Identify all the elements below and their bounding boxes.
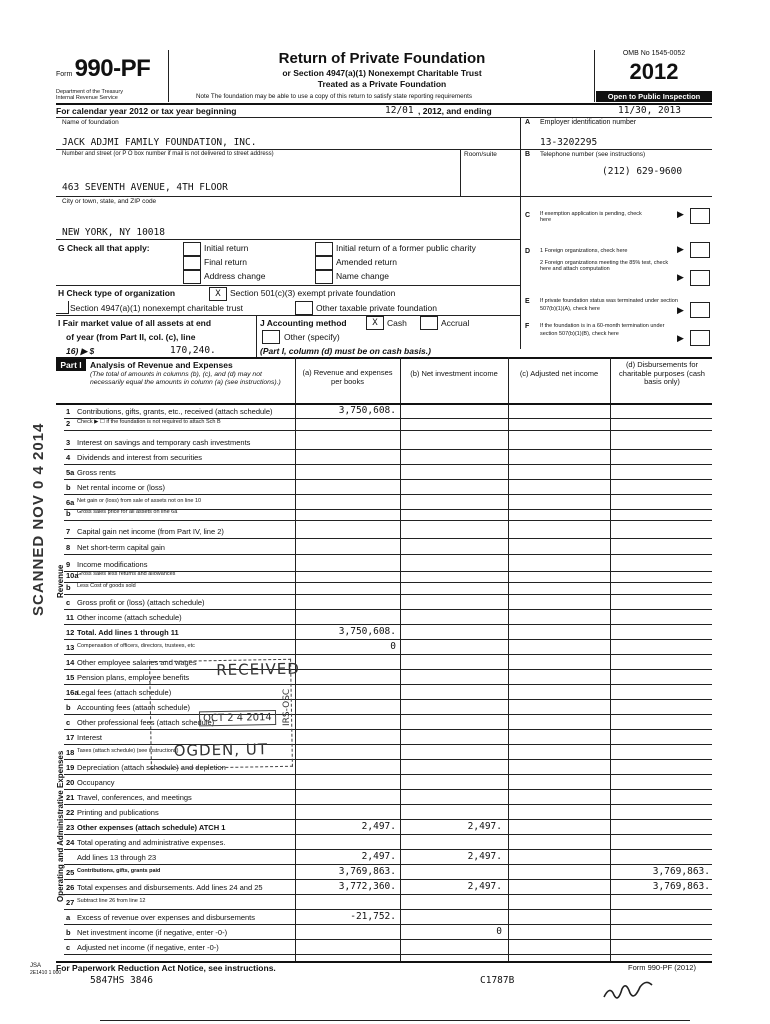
footer-code: 2E1410 1 000 bbox=[30, 970, 62, 976]
row-col-b-value[interactable]: 2,497. bbox=[467, 821, 502, 832]
g-label: G Check all that apply: bbox=[58, 243, 150, 253]
row-rule bbox=[64, 449, 712, 450]
row-label: Travel, conferences, and meetings bbox=[77, 793, 192, 802]
g-initial-return-label: Initial return bbox=[204, 243, 249, 253]
row-label: Gross sales less returns and allowances bbox=[77, 571, 176, 577]
f-letter: F bbox=[525, 323, 530, 330]
row-number: b bbox=[66, 509, 71, 518]
ein-label: Employer identification number bbox=[540, 119, 637, 126]
row-rule bbox=[64, 594, 712, 595]
row-rule bbox=[64, 639, 712, 640]
row-number: 18 bbox=[66, 748, 75, 757]
row-label: Total operating and administrative expenses. bbox=[77, 838, 226, 847]
row-rule bbox=[64, 834, 712, 835]
row-rule bbox=[64, 879, 712, 880]
row-label: Adjusted net income (if negative, enter -0-) bbox=[77, 943, 219, 952]
j-other-label: Other (specify) bbox=[284, 332, 340, 342]
col-b-header: (b) Net investment income bbox=[410, 369, 498, 378]
row-number: 21 bbox=[66, 793, 75, 802]
row-rule bbox=[64, 609, 712, 610]
row-col-a-value[interactable]: 3,772,360. bbox=[338, 881, 396, 892]
expenses-side-label: Operating and Administrative Expenses bbox=[56, 750, 65, 902]
row-rule bbox=[64, 538, 712, 539]
row-number: 25 bbox=[66, 868, 75, 877]
row-col-b-value[interactable]: 2,497. bbox=[467, 881, 502, 892]
row-rule bbox=[64, 479, 712, 480]
row-rule bbox=[64, 494, 712, 495]
name-label: Name of foundation bbox=[62, 119, 119, 126]
row-number: 17 bbox=[66, 733, 75, 742]
g-final-return-checkbox[interactable] bbox=[183, 256, 201, 270]
row-label: Other income (attach schedule) bbox=[77, 613, 182, 622]
row-label: Occupancy bbox=[77, 778, 115, 787]
row-label: Total. Add lines 1 through 11 bbox=[77, 628, 179, 637]
row-rule bbox=[64, 624, 712, 625]
row-label: Pension plans, employee benefits bbox=[77, 673, 190, 682]
f-arrow-icon: ▶ bbox=[677, 333, 684, 343]
fmv-value[interactable]: 170,240. bbox=[170, 345, 216, 356]
row-label: Subtract line 26 from line 12 bbox=[77, 898, 146, 904]
row-label: Net gain or (loss) from sale of assets not on line 10 bbox=[77, 498, 202, 504]
row-number: 19 bbox=[66, 763, 75, 772]
part1-title: Analysis of Revenue and Expenses bbox=[90, 360, 233, 370]
row-col-b-value[interactable]: 2,497. bbox=[467, 851, 502, 862]
dept-block bbox=[56, 89, 123, 101]
omb-number: OMB No 1545-0052 bbox=[622, 50, 686, 57]
g-name-change-checkbox[interactable] bbox=[315, 270, 333, 284]
footer-batch: 5847HS 3846 bbox=[90, 975, 153, 986]
h-label: H Check type of organization bbox=[58, 288, 176, 298]
bottom-edge-rule bbox=[100, 1020, 690, 1021]
row-number: 27 bbox=[66, 898, 75, 907]
footer-jsa: JSA bbox=[30, 963, 42, 969]
row-rule bbox=[64, 774, 712, 775]
h-501c3-label: Section 501(c)(3) exempt private foundation bbox=[230, 288, 396, 298]
col-a-header: (a) Revenue and expenses per books bbox=[302, 368, 393, 386]
tax-year: 2012 bbox=[629, 59, 679, 84]
ein-rule bbox=[520, 149, 712, 150]
row-label: Capital gain net income (from Part IV, line 2) bbox=[77, 527, 224, 536]
row-rule bbox=[64, 804, 712, 805]
form-subtitle-2: Treated as a Private Foundation bbox=[317, 79, 447, 89]
open-public-badge: Open to Public Inspection bbox=[596, 91, 712, 102]
d2-arrow-icon: ▶ bbox=[677, 272, 684, 282]
row-label: Other employee salaries and wages bbox=[77, 658, 197, 667]
phone-value[interactable]: (212) 629-9600 bbox=[602, 166, 683, 177]
row-number: b bbox=[66, 703, 71, 712]
j-cash-checkbox[interactable]: X bbox=[366, 316, 384, 330]
row-label: Other professional fees (attach schedule) bbox=[77, 718, 215, 727]
row-rule bbox=[64, 864, 712, 865]
j-label: J Accounting method bbox=[260, 318, 347, 328]
row-col-a-value[interactable]: -21,752. bbox=[350, 911, 396, 922]
row-number: b bbox=[66, 928, 71, 937]
city-state-zip[interactable]: NEW YORK, NY 10018 bbox=[62, 227, 165, 238]
handwritten-initials bbox=[600, 975, 660, 1007]
received-stamp bbox=[149, 659, 300, 769]
foundation-name[interactable]: JACK ADJMI FAMILY FOUNDATION, INC. bbox=[62, 137, 257, 148]
j-note: (Part I, column (d) must be on cash basis.) bbox=[260, 346, 431, 356]
part1-tag: Part I bbox=[56, 359, 86, 371]
e-label: If private foundation status was terminated under section 507(b)(1)(A), check here bbox=[540, 298, 678, 312]
j-accrual-checkbox[interactable] bbox=[420, 316, 438, 330]
calendar-label: For calendar year 2012 or tax year beginning bbox=[56, 106, 237, 116]
form-title: Return of Private Foundation bbox=[278, 50, 486, 67]
row-rule bbox=[64, 582, 712, 583]
d2-label: 2 Foreign organizations meeting the 85% test, check here and attach computation bbox=[540, 260, 669, 272]
row-label: Total expenses and disbursements. Add lines 24 and 25 bbox=[77, 883, 263, 892]
row-number: 8 bbox=[66, 543, 71, 552]
row-label: Interest bbox=[77, 733, 103, 742]
row-number: 13 bbox=[66, 643, 75, 652]
city-label: City or town, state, and ZIP code bbox=[62, 198, 157, 205]
g-final-return-label: Final return bbox=[204, 257, 247, 267]
row-label: Legal fees (attach schedule) bbox=[77, 688, 172, 697]
row-col-a-value[interactable]: 2,497. bbox=[361, 851, 396, 862]
e-letter: E bbox=[525, 298, 530, 305]
row-number: 4 bbox=[66, 453, 71, 462]
row-number: 15 bbox=[66, 673, 75, 682]
ein-value[interactable]: 13-3202295 bbox=[540, 137, 598, 148]
h-4947-label: Section 4947(a)(1) nonexempt charitable trust bbox=[70, 303, 243, 313]
row-label: Compensation of officers, directors, trustees, etc bbox=[77, 643, 195, 649]
h-other-taxable-label: Other taxable private foundation bbox=[316, 303, 437, 313]
row-number: 20 bbox=[66, 778, 75, 787]
row-number: 9 bbox=[66, 560, 71, 569]
row-rule bbox=[64, 464, 712, 465]
row-number: c bbox=[66, 598, 71, 607]
row-label: Excess of revenue over expenses and disbursements bbox=[77, 913, 256, 922]
row-col-d-value[interactable]: 3,769,863. bbox=[652, 881, 710, 892]
phone-rule bbox=[520, 196, 712, 197]
form-subtitle-1: or Section 4947(a)(1) Nonexempt Charitable Trust bbox=[282, 68, 482, 78]
j-other-checkbox[interactable] bbox=[262, 330, 280, 344]
received-stamp-city: OGDEN, UT bbox=[173, 740, 269, 760]
row-rule bbox=[64, 654, 712, 655]
h-4947-checkbox[interactable] bbox=[56, 301, 69, 314]
row-rule bbox=[64, 954, 712, 955]
header-divider-left bbox=[168, 50, 169, 102]
received-stamp-title: RECEIVED bbox=[216, 659, 300, 680]
row-number: 24 bbox=[66, 838, 75, 847]
d1-checkbox[interactable] bbox=[690, 242, 710, 258]
row-label: Other expenses (attach schedule) ATCH 1 bbox=[77, 823, 226, 832]
row-number: 5a bbox=[66, 468, 75, 477]
row-col-a-value[interactable]: 3,750,608. bbox=[338, 626, 396, 637]
row-number: b bbox=[66, 583, 71, 592]
row-col-a-value[interactable]: 2,497. bbox=[361, 821, 396, 832]
scanned-stamp: SCANNED NOV 0 4 2014 bbox=[30, 422, 47, 616]
row-number: 14 bbox=[66, 658, 75, 667]
city-rule bbox=[56, 239, 520, 240]
ij-divider bbox=[256, 315, 257, 357]
col-b-left bbox=[400, 357, 401, 961]
row-label: Contributions, gifts, grants, etc., received (attach schedule) bbox=[77, 407, 273, 416]
street-address[interactable]: 463 SEVENTH AVENUE, 4TH FLOOR bbox=[62, 182, 228, 193]
row-number: 6a bbox=[66, 498, 75, 507]
row-number: 3 bbox=[66, 438, 71, 447]
d-letter: D bbox=[525, 248, 531, 255]
e-checkbox[interactable] bbox=[690, 302, 710, 318]
h-rule bbox=[56, 315, 520, 316]
street-rule bbox=[56, 196, 520, 197]
i-label-2: of year (from Part II, col. (c), line bbox=[66, 332, 196, 342]
received-stamp-date: OCT 2 4 2014 bbox=[199, 710, 276, 726]
c-arrow-icon: ▶ bbox=[677, 209, 684, 219]
row-label: Dividends and interest from securities bbox=[77, 453, 203, 462]
room-label: Room/suite bbox=[464, 151, 497, 158]
row-label: Income modifications bbox=[77, 560, 148, 569]
row-rule bbox=[64, 819, 712, 820]
row-rule bbox=[64, 849, 712, 850]
c-label: If exemption application is pending, check here bbox=[540, 211, 642, 223]
row-label: Interest on savings and temporary cash investments bbox=[77, 438, 251, 447]
row-rule bbox=[64, 520, 712, 521]
row-label: Taxes (attach schedule) (see instructions) bbox=[77, 748, 179, 754]
row-rule bbox=[64, 789, 712, 790]
i-label-3: 16) ▶ $ bbox=[66, 346, 95, 356]
row-label: Depreciation (attach schedule) and depletion bbox=[77, 763, 226, 772]
f-label: If the foundation is in a 60-month termination under section 507(b)(1)(B), check here bbox=[540, 323, 665, 337]
footer-pra: For Paperwork Reduction Act Notice, see instructions. bbox=[56, 963, 276, 973]
part1-title-note: (The total of amounts in columns (b), (c), and (d) may not necessarily equal the amounts in column (a) (see instructions).) bbox=[90, 371, 281, 386]
row-number: 16a bbox=[66, 688, 79, 697]
j-accrual-label: Accrual bbox=[441, 318, 470, 328]
row-number: 1 bbox=[66, 407, 71, 416]
h-other-taxable-checkbox[interactable] bbox=[295, 301, 313, 315]
right-column-divider bbox=[520, 117, 521, 349]
irs-osc-stamp: IRS-OSC bbox=[282, 688, 292, 726]
d1-arrow-icon: ▶ bbox=[677, 244, 684, 254]
row-col-d-value[interactable]: 3,769,863. bbox=[652, 866, 710, 877]
row-number: 26 bbox=[66, 883, 75, 892]
e-arrow-icon: ▶ bbox=[677, 305, 684, 315]
row-col-b-value[interactable]: 0 bbox=[496, 926, 502, 937]
col-d-left bbox=[610, 357, 611, 961]
row-label: Gross rents bbox=[77, 468, 116, 477]
calendar-rule bbox=[56, 117, 712, 118]
row-number: 7 bbox=[66, 527, 71, 536]
row-rule bbox=[64, 554, 712, 555]
tax-end-date[interactable]: 11/30, 2013 bbox=[618, 105, 681, 116]
g-name-change-label: Name change bbox=[336, 271, 389, 281]
row-number: 2 bbox=[66, 419, 71, 428]
b-letter: B bbox=[525, 151, 531, 158]
row-col-a-value[interactable]: 3,769,863. bbox=[338, 866, 396, 877]
row-label: Net rental income or (loss) bbox=[77, 483, 165, 492]
row-number: 22 bbox=[66, 808, 75, 817]
row-rule bbox=[64, 924, 712, 925]
g-amended-label: Amended return bbox=[336, 257, 397, 267]
c-checkbox[interactable] bbox=[690, 208, 710, 224]
street-label: Number and street (or P O box number if mail is not delivered to street address) bbox=[62, 151, 274, 157]
g-rule bbox=[56, 285, 520, 286]
row-number: 10a bbox=[66, 571, 79, 580]
dept-treasury: Department of the Treasury bbox=[56, 89, 123, 95]
g-amended-checkbox[interactable] bbox=[315, 256, 333, 270]
row-col-a-value[interactable]: 3,750,608. bbox=[338, 405, 396, 416]
tax-begin-date[interactable]: 12/01 bbox=[385, 105, 414, 116]
row-number: 11 bbox=[66, 613, 74, 622]
header-rule bbox=[56, 103, 712, 105]
row-col-a-value[interactable]: 0 bbox=[390, 641, 396, 652]
j-cash-label: Cash bbox=[387, 318, 407, 328]
row-label: Less Cost of goods sold bbox=[77, 583, 136, 589]
row-rule bbox=[64, 939, 712, 940]
row-number: c bbox=[66, 943, 71, 952]
g-initial-return-checkbox[interactable] bbox=[183, 242, 201, 256]
g-former-charity-label: Initial return of a former public charity bbox=[336, 243, 476, 253]
part1-top-rule bbox=[56, 357, 712, 359]
row-label: Check ▶ ☐ if the foundation is not required to attach Sch B bbox=[77, 419, 221, 425]
col-d-header: (d) Disbursements for charitable purposes (cash basis only) bbox=[619, 360, 705, 386]
row-number: 12 bbox=[66, 628, 75, 637]
h-501c3-checkbox[interactable]: X bbox=[209, 287, 227, 301]
room-divider bbox=[460, 149, 461, 197]
footer-form-ref: Form 990-PF (2012) bbox=[628, 963, 696, 972]
phone-label: Telephone number (see instructions) bbox=[540, 151, 646, 158]
irs-label: Internal Revenue Service bbox=[56, 95, 118, 101]
row-label: Net short-term capital gain bbox=[77, 543, 165, 552]
d2-checkbox[interactable] bbox=[690, 270, 710, 286]
row-label: Gross sales price for all assets on line 6a bbox=[77, 509, 178, 515]
col-c-left bbox=[508, 357, 509, 961]
d1-label: 1 Foreign organizations, check here bbox=[540, 248, 628, 254]
row-number: b bbox=[66, 483, 71, 492]
revenue-side-label: Revenue bbox=[56, 564, 65, 598]
g-address-change-label: Address change bbox=[204, 271, 266, 281]
form-label bbox=[56, 55, 150, 83]
year-and-ending: , 2012, and ending bbox=[418, 106, 492, 116]
row-number: a bbox=[66, 913, 71, 922]
header-note: Note The foundation may be able to use a copy of this return to satisfy state reporting requirements bbox=[196, 93, 473, 100]
row-number: c bbox=[66, 718, 71, 727]
row-rule bbox=[64, 430, 712, 431]
f-checkbox[interactable] bbox=[690, 330, 710, 346]
row-label: Net investment income (if negative, enter -0-) bbox=[77, 928, 228, 937]
row-label: Accounting fees (attach schedule) bbox=[77, 703, 190, 712]
form-prefix: Form bbox=[56, 71, 73, 78]
g-former-charity-checkbox[interactable] bbox=[315, 242, 333, 256]
row-label: Printing and publications bbox=[77, 808, 159, 817]
footer-seq: C1787B bbox=[480, 975, 515, 986]
col-c-header: (c) Adjusted net income bbox=[519, 369, 599, 378]
row-rule bbox=[64, 909, 712, 910]
row-number: 23 bbox=[66, 823, 75, 832]
a-letter: A bbox=[525, 119, 531, 126]
form-number: 990-PF bbox=[74, 55, 151, 82]
row-label: Gross profit or (loss) (attach schedule) bbox=[77, 598, 205, 607]
row-rule bbox=[64, 894, 712, 895]
header-divider-right bbox=[594, 50, 595, 102]
row-label: Contributions, gifts, grants paid bbox=[77, 868, 161, 874]
i-label-1: I Fair market value of all assets at end bbox=[58, 318, 212, 328]
g-address-change-checkbox[interactable] bbox=[183, 270, 201, 284]
name-rule bbox=[56, 149, 520, 150]
row-label: Add lines 13 through 23 bbox=[77, 853, 157, 862]
c-letter: C bbox=[525, 212, 531, 219]
